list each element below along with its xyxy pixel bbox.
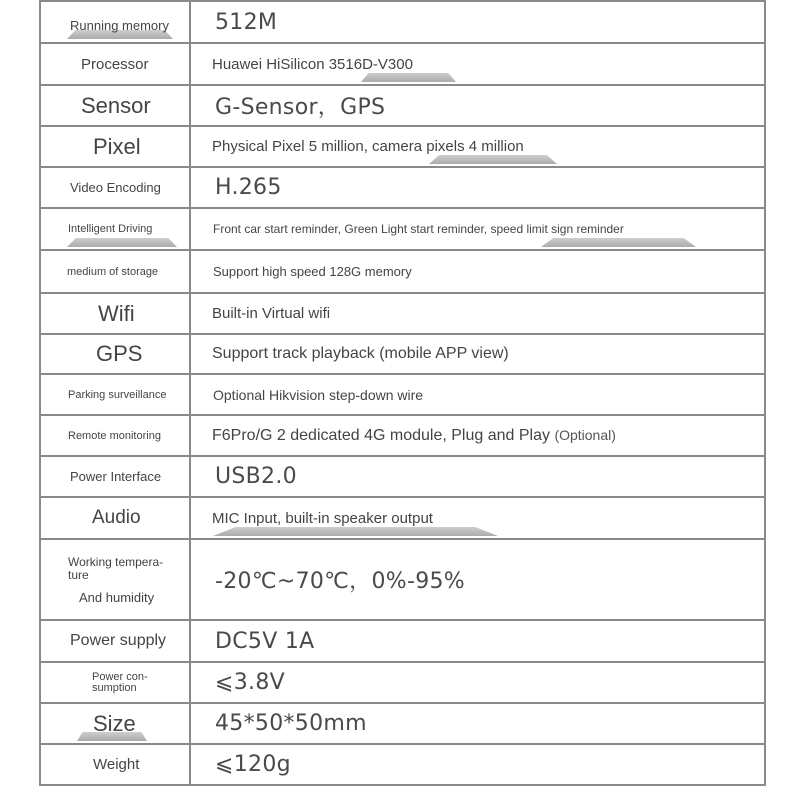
value-shadow (429, 155, 557, 164)
spec-label-cell (40, 250, 190, 293)
spec-value: Support high speed 128G memory (213, 264, 412, 279)
spec-label-cell (40, 703, 190, 744)
spec-value-cell (190, 126, 765, 167)
spec-value-cell (190, 620, 765, 662)
spec-value: F6Pro/G 2 dedicated 4G module, Plug and Play (212, 426, 550, 444)
spec-label: Remote monitoring (68, 429, 161, 442)
spec-value: Front car start reminder, Green Light start reminder, speed limit sign reminder (213, 222, 624, 236)
spec-value: DC5V 1A (215, 628, 315, 654)
spec-value-cell (190, 456, 765, 497)
spec-value-cell (190, 415, 765, 456)
spec-value: G-Sensor，GPS (215, 95, 386, 120)
table-row (40, 374, 765, 415)
table-row (40, 662, 765, 703)
spec-value: Optional Hikvision step-down wire (213, 386, 424, 403)
spec-label-line: ture (68, 567, 89, 582)
table-row (40, 126, 765, 167)
spec-value: Support track playback (mobile APP view) (212, 345, 509, 362)
spec-value: Built-in Virtual wifi (212, 305, 331, 322)
spec-label-cell (40, 415, 190, 456)
spec-value-cell (190, 497, 765, 539)
spec-value-cell (190, 250, 765, 293)
spec-label: Power supply (70, 632, 167, 649)
spec-label-line: And humidity (79, 589, 155, 605)
optional-note: (Optional) (554, 426, 616, 443)
table-row (40, 744, 765, 785)
table-row (40, 43, 765, 85)
spec-value-cell (190, 662, 765, 703)
table-row (40, 1, 765, 43)
spec-value: ⩽120g (215, 752, 291, 777)
value-shadow (541, 238, 696, 247)
spec-value: 512M (215, 9, 278, 35)
table-row (40, 456, 765, 497)
table-row (40, 208, 765, 250)
spec-label: Processor (81, 55, 149, 73)
value-shadow (213, 527, 498, 536)
table-row (40, 167, 765, 208)
spec-label: Weight (93, 756, 140, 773)
spec-label-cell (40, 293, 190, 334)
spec-value-cell (190, 334, 765, 374)
spec-label-cell (40, 497, 190, 539)
spec-value: Physical Pixel 5 million, camera pixels 4 million (212, 138, 524, 155)
spec-value-cell (190, 1, 765, 43)
spec-label: GPS (96, 341, 143, 366)
spec-label: Wifi (98, 300, 135, 326)
spec-value: H.265 (215, 175, 282, 200)
spec-label-cell (40, 539, 190, 620)
spec-label-cell (40, 1, 190, 43)
spec-value-cell (190, 85, 765, 126)
label-shadow (67, 238, 177, 247)
spec-value: Huawei HiSilicon 3516D-V300 (212, 55, 413, 73)
spec-label-cell (40, 374, 190, 415)
spec-value: USB2.0 (215, 464, 297, 489)
table-row (40, 539, 765, 620)
spec-value: ⩽3.8V (215, 670, 285, 695)
spec-label: Intelligent Driving (68, 223, 153, 235)
table-row (40, 85, 765, 126)
spec-value-cell (190, 539, 765, 620)
spec-value: 45*50*50mm (215, 711, 367, 736)
spec-value-cell (190, 43, 765, 85)
spec-value-group (191, 427, 764, 445)
spec-label-cell (40, 662, 190, 703)
spec-label-cell (40, 167, 190, 208)
spec-label: Running memory (70, 18, 169, 33)
spec-value-cell (190, 293, 765, 334)
spec-label: Sensor (81, 92, 151, 118)
spec-label: Pixel (93, 133, 141, 159)
table-row (40, 250, 765, 293)
table-row (40, 415, 765, 456)
table-row (40, 703, 765, 744)
spec-label-cell (40, 43, 190, 85)
table-row (40, 620, 765, 662)
spec-label: Audio (92, 507, 141, 528)
spec-value-cell (190, 167, 765, 208)
spec-value-cell (190, 744, 765, 785)
spec-label: Power Interface (70, 469, 162, 484)
spec-label-cell (40, 208, 190, 250)
spec-value-cell (190, 374, 765, 415)
spec-label: medium of storage (67, 265, 159, 278)
spec-value-cell (190, 703, 765, 744)
spec-label: Size (93, 710, 136, 736)
spec-label-cell (40, 85, 190, 126)
spec-value-cell (190, 208, 765, 250)
spec-label-line: Working tempera- (68, 554, 164, 569)
spec-label-cell (40, 456, 190, 497)
spec-label: Parking surveillance (68, 388, 167, 401)
spec-table (39, 0, 766, 786)
table-row (40, 497, 765, 539)
value-shadow (361, 73, 456, 82)
spec-value: MIC Input, built-in speaker output (212, 509, 433, 527)
spec-label-cell (40, 744, 190, 785)
spec-label-cell (40, 620, 190, 662)
spec-label-cell (40, 126, 190, 167)
table-row (40, 334, 765, 374)
spec-label-line: sumption (92, 681, 137, 694)
table-row (40, 293, 765, 334)
spec-label-cell (40, 334, 190, 374)
spec-label: Video Encoding (70, 180, 161, 195)
spec-value: -20℃~70℃，0%-95% (215, 569, 466, 594)
spec-label-line: Power con- (92, 670, 148, 683)
